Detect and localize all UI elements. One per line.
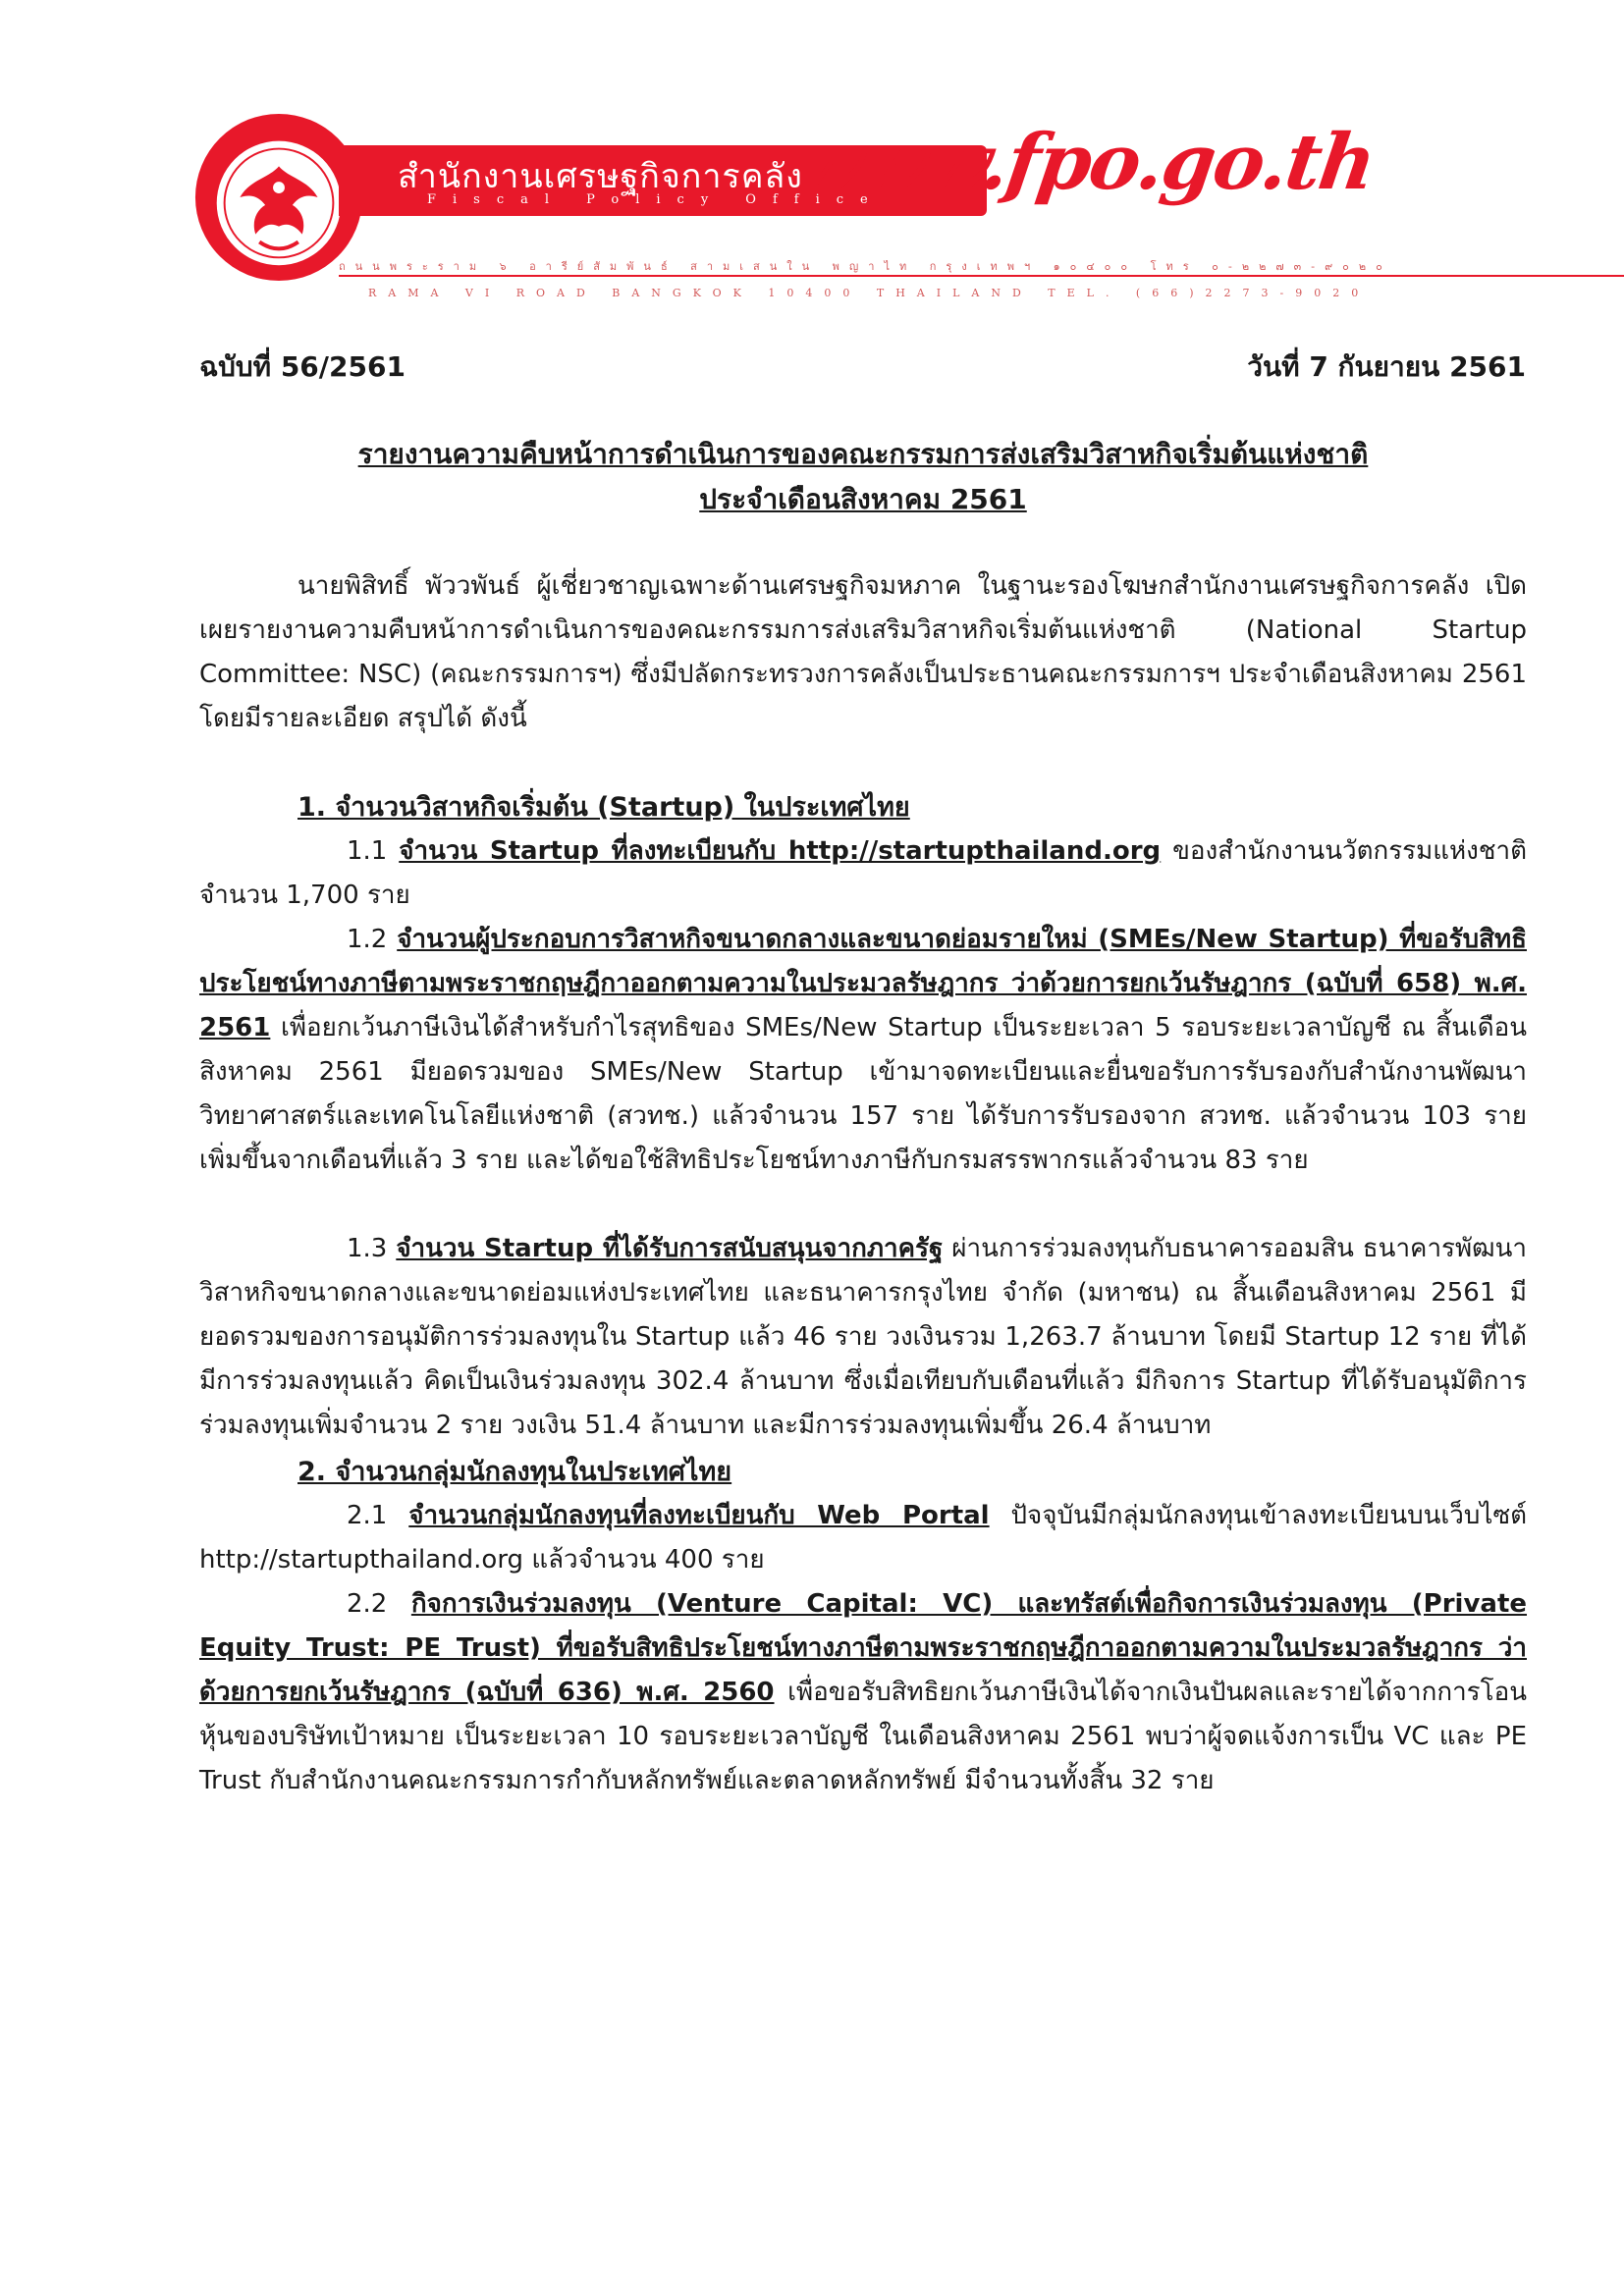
item-2-1-label: 2.1 bbox=[347, 1501, 388, 1530]
item-2-1-heading: จำนวนกลุ่มนักลงทุนที่ลงทะเบียนกับ Web Portal bbox=[408, 1501, 990, 1530]
section-1-1 bbox=[199, 829, 1527, 918]
section-2-heading: 2. จำนวนกลุ่มนักลงทุนในประเทศไทย bbox=[298, 1457, 732, 1487]
letterhead-divider bbox=[339, 275, 1624, 277]
section-2-1 bbox=[199, 1494, 1527, 1582]
issue-number: ฉบับที่ 56/2561 bbox=[199, 350, 406, 383]
intro-paragraph: นายพิสิทธิ์ พัววพันธ์ ผู้เชี่ยวชาญเฉพาะด้านเศรษฐกิจมหภาค ในฐานะรองโฆษกสำนักงานเศรษฐกิจการคลัง เปิดเผยรายงานความคืบหน้าการดำเนินการของคณะกรรมการส่งเสริมวิสาหกิจเริ่มต้นแห่งชาติ (National Startup Committee: NSC) (คณะกรรมการฯ) ซึ่งมีปลัดกระทรวงการคลังเป็นประธานคณะกรรมการฯ ประจำเดือนสิงหาคม 2561 โดยมีรายละเอียด สรุปได้ ดังนี้ bbox=[199, 571, 1527, 733]
section-1-heading: 1. จำนวนวิสาหกิจเริ่มต้น (Startup) ในประเทศไทย bbox=[298, 792, 910, 823]
item-2-2-label: 2.2 bbox=[347, 1589, 388, 1619]
item-1-1-heading: จำนวน Startup ที่ลงทะเบียนกับ http://startupthailand.org bbox=[399, 836, 1162, 866]
item-1-1-text: ของสำนักงานนวัตกรรมแห่งชาติ จำนวน 1,700 ราย bbox=[199, 836, 1528, 910]
letterhead bbox=[191, 98, 1546, 299]
item-2-2-text: เพื่อขอรับสิทธิยกเว้นภาษีเงินได้จากเงินปันผลและรายได้จากการโอนหุ้นของบริษัทเป้าหมาย เป็นระยะเวลา 10 รอบระยะเวลาบัญชี ในเดือนสิงหาคม 2561 พบว่าผู้จดแจ้งการเป็น VC และ PE Trust กับสำนักงานคณะกรรมการกำกับหลักทรัพย์และตลาดหลักทรัพย์ มีจำนวนทั้งสิ้น 32 ราย bbox=[199, 1678, 1527, 1795]
item-1-2-label: 1.2 bbox=[347, 925, 388, 954]
item-1-2-text: เพื่อยกเว้นภาษีเงินได้สำหรับกำไรสุทธิของ SMEs/New Startup เป็นระยะเวลา 5 รอบระยะเวลาบัญชี ณ สิ้นเดือนสิงหาคม 2561 มียอดรวมของ SMEs/New Startup เข้ามาจดทะเบียนและยื่นขอรับการรับรองกับสำนักงานพัฒนาวิทยาศาสตร์และเทคโนโลยีแห่งชาติ (สวทช.) แล้วจำนวน 157 ราย ได้รับการรับรองจาก สวทช. แล้วจำนวน 103 ราย เพิ่มขึ้นจากเดือนที่แล้ว 3 ราย และได้ขอใช้สิทธิประโยชน์ทางภาษีกับกรมสรรพากรแล้วจำนวน 83 ราย bbox=[199, 1013, 1527, 1175]
item-2-2-heading: กิจการเงินร่วมลงทุน (Venture Capital: VC) และทรัสต์เพื่อกิจการเงินร่วมลงทุน (Private Equity Trust: PE Trust) ที่ขอรับสิทธิประโยชน์ทางภาษีตามพระราชกฤษฎีกาออกตามความในประมวลรัษฎากร ว่าด้วยการยกเว้นรัษฎากร (ฉบับที่ 636) พ.ศ. 2560 bbox=[199, 1589, 1528, 1707]
title-line-1: รายงานความคืบหน้าการดำเนินการของคณะกรรมการส่งเสริมวิสาหกิจเริ่มต้นแห่งชาติ bbox=[357, 438, 1369, 470]
address-th: ถนนพระราม ๖ อารีย์สัมพันธ์ สามเสนใน พญาไท กรุงเทพฯ ๑๐๔๐๐ โทร ๐-๒๒๗๓-๙๐๒๐ bbox=[339, 260, 1392, 273]
item-1-3-label: 1.3 bbox=[347, 1234, 388, 1263]
website-url[interactable]: www.fpo.go.th bbox=[791, 118, 1380, 207]
item-1-3-text: ผ่านการร่วมลงทุนกับธนาคารออมสิน ธนาคารพัฒนาวิสาหกิจขนาดกลางและขนาดย่อมแห่งประเทศไทย และธนาคารกรุงไทย จำกัด (มหาชน) ณ สิ้นเดือนสิงหาคม 2561 มียอดรวมของการอนุมัติการร่วมลงทุนใน Startup แล้ว 46 ราย วงเงินรวม 1,263.7 ล้านบาท โดยมี Startup 12 ราย ที่ได้มีการร่วมลงทุนแล้ว คิดเป็นเงินร่วมลงทุน 302.4 ล้านบาท ซึ่งเมื่อเทียบกับเดือนที่แล้ว มีกิจการ Startup ที่ได้รับอนุมัติการร่วมลงทุนเพิ่มจำนวน 2 ราย วงเงิน 51.4 ล้านบาท และมีการร่วมลงทุนเพิ่มขึ้น 26.4 ล้านบาท bbox=[199, 1234, 1528, 1440]
section-1-3 bbox=[199, 1227, 1527, 1448]
section-2-2 bbox=[199, 1582, 1527, 1803]
item-2-1-text: ปัจจุบันมีกลุ่มนักลงทุนเข้าลงทะเบียนบนเว็บไซต์ http://startupthailand.org แล้วจำนวน 400 ราย bbox=[199, 1501, 1528, 1575]
issue-date: วันที่ 7 กันยายน 2561 bbox=[1247, 350, 1526, 383]
section-1-2 bbox=[199, 918, 1527, 1183]
agency-name-th: สำนักงานเศรษฐกิจการคลัง bbox=[398, 157, 803, 196]
item-1-3-heading: จำนวน Startup ที่ได้รับการสนับสนุนจากภาครัฐ bbox=[396, 1234, 944, 1263]
document-title bbox=[199, 432, 1527, 522]
item-1-1-label: 1.1 bbox=[347, 836, 388, 866]
item-1-2-heading: จำนวนผู้ประกอบการวิสาหกิจขนาดกลางและขนาดย่อมรายใหม่ (SMEs/New Startup) ที่ขอรับสิทธิประโยชน์ทางภาษีตามพระราชกฤษฎีกาออกตามความในประมวลรัษฎากร ว่าด้วยการยกเว้นรัษฎากร (ฉบับที่ 658) พ.ศ. 2561 bbox=[199, 925, 1527, 1042]
agency-name-en: Fiscal Policy Office bbox=[427, 192, 885, 207]
title-line-2: ประจำเดือนสิงหาคม 2561 bbox=[699, 483, 1027, 515]
address-en: RAMA VI ROAD BANGKOK 10400 THAILAND TEL. (66)2273-9020 bbox=[368, 287, 1371, 299]
